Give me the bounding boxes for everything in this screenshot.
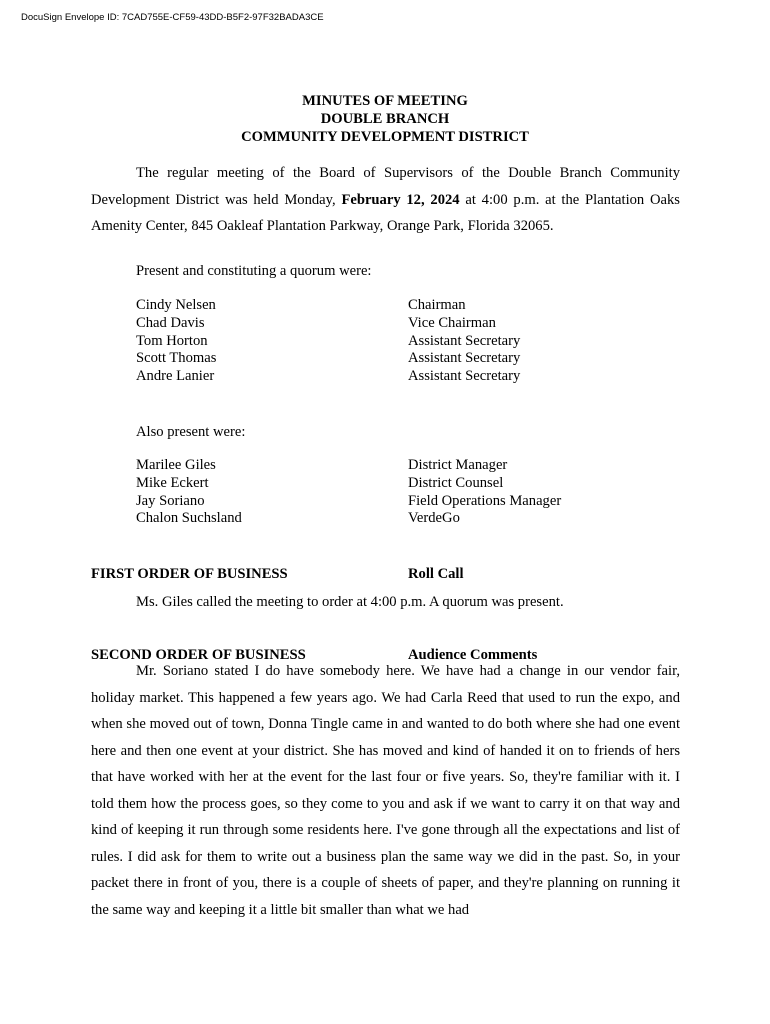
- attendee-role: Chairman: [408, 297, 466, 313]
- intro-after-date: at 4:00 p.m. at the Plantation Oaks Amenity Center, 845 Oakleaf Plantation Parkway, Orange Park, Florida 32065.: [91, 191, 680, 234]
- roster-row: [136, 368, 521, 386]
- attendee-name: Tom Horton: [136, 332, 208, 349]
- attendee-role: District Counsel: [408, 474, 504, 491]
- intro-before-date: The regular meeting of the Board of Supervisors of the Double Branch Community Development District was held Monday,: [91, 165, 680, 208]
- attendee-role: District Manager: [408, 457, 508, 473]
- roster-row: [136, 350, 521, 368]
- attendee-role: Assistant Secretary: [408, 332, 521, 349]
- first-order-text: Ms. Giles called the meeting to order at 4:00 p.m. A quorum was present.: [136, 594, 564, 610]
- section-topic: Audience Comments: [408, 647, 538, 663]
- attendee-name: Chalon Suchsland: [136, 510, 242, 527]
- roster-row: [136, 457, 508, 475]
- section-topic: Roll Call: [408, 566, 464, 582]
- roster-row: [136, 332, 521, 351]
- attendee-role: Assistant Secretary: [408, 350, 521, 367]
- section-heading-label: SECOND ORDER OF BUSINESS: [91, 647, 306, 663]
- intro-paragraph: [91, 160, 680, 240]
- staff-roster: [136, 457, 562, 528]
- attendee-name: Mike Eckert: [136, 474, 209, 491]
- roster-row: [136, 492, 562, 511]
- second-order-text: Mr. Soriano stated I do have somebody here. We have had a change in our vendor fair, holiday market. This happened a few years ago. We had Carla Reed that used to run the expo, and when she moved out of town, Donna Tingle came in and wanted to do both where she had one event here and then one event at your district. She has moved and kind of handed it on to friends of hers that have worked with her at the event for the last four or five years. So, they're familiar with it. I told them how the process goes, so they come to you and ask if we want to carry it on that way and kind of keeping it run through some residents here. I've gone through all the expectations and list of rules. I did ask for them to write out a business plan the same way we did in the past. So, in your packet there in front of you, there is a couple of sheets of paper, and they're planning on running it the same way and keeping it a little bit smaller than what we had: [91, 663, 680, 918]
- attendee-name: Marilee Giles: [136, 457, 216, 473]
- title-line-3: COMMUNITY DEVELOPMENT DISTRICT: [241, 129, 529, 145]
- roster-row: [136, 474, 504, 493]
- roster-row: [136, 510, 460, 528]
- board-roster: [136, 297, 521, 386]
- attendee-role: Vice Chairman: [408, 314, 496, 331]
- attendee-role: VerdeGo: [408, 510, 460, 527]
- attendee-name: Cindy Nelsen: [136, 297, 216, 313]
- attendee-role: Assistant Secretary: [408, 368, 521, 385]
- attendee-name: Scott Thomas: [136, 350, 217, 367]
- section-heading-label: FIRST ORDER OF BUSINESS: [91, 566, 288, 582]
- attendee-role: Field Operations Manager: [408, 492, 562, 509]
- attendee-name: Andre Lanier: [136, 368, 215, 385]
- quorum-label: Present and constituting a quorum were:: [136, 263, 372, 279]
- attendee-name: Jay Soriano: [136, 492, 205, 509]
- title-line-2: DOUBLE BRANCH: [320, 111, 450, 127]
- roster-row: [136, 314, 496, 333]
- second-order-paragraph: [91, 658, 680, 923]
- document-title: [0, 92, 770, 146]
- attendee-name: Chad Davis: [136, 314, 205, 331]
- meeting-date: February 12, 2024: [341, 191, 460, 208]
- first-order-heading: [91, 565, 464, 583]
- intro-text: [91, 160, 680, 240]
- title-line-1: MINUTES OF MEETING: [302, 93, 468, 109]
- roster-row: [136, 297, 466, 315]
- docusign-envelope-id: DocuSign Envelope ID: 7CAD755E-CF59-43DD-B5F2-97F32BADA3CE: [21, 12, 324, 23]
- also-present-label: Also present were:: [136, 424, 246, 440]
